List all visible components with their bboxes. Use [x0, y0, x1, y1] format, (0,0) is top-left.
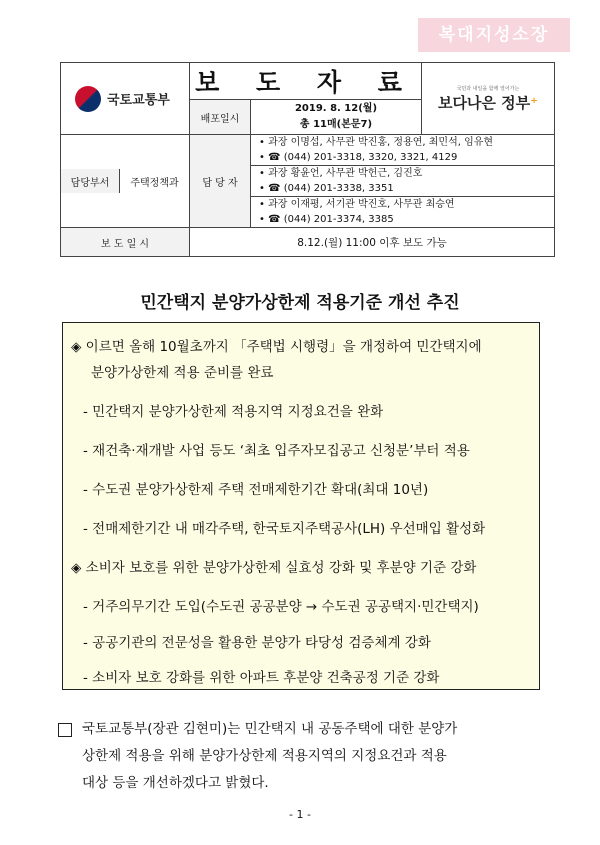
release-date: 2019. 8. 12(월) — [294, 103, 378, 114]
summary-item: - 수도권 분양가상한제 주택 전매제한기간 확대(최대 10년) — [83, 482, 429, 498]
release-pages: 총 11매(본문7) — [299, 119, 373, 130]
summary-box — [62, 322, 540, 690]
summary-item: - 소비자 보호 강화를 위한 아파트 후분양 건축공정 기준 강화 — [83, 670, 440, 686]
summary-line: 분양가상한제 적용 준비를 완료 — [91, 365, 274, 381]
summary-item: - 재건축·재개발 사업 등도 ‘최초 입주자모집공고 신청분’부터 적용 — [83, 443, 470, 459]
body-line: 국토교통부(장관 김현미)는 민간택지 내 공동주택에 대한 분양가 — [82, 721, 458, 737]
press-release-header-table — [60, 62, 555, 257]
government-logo-cell — [422, 63, 555, 135]
checkbox-square-icon — [58, 723, 72, 737]
press-value: 8.12.(월) 11:00 이후 보도 가능 — [190, 228, 555, 257]
phone-line: • ☎ (044) 201-3338, 3351 — [259, 183, 394, 194]
watermark-stamp: 복대지성소장 — [418, 18, 570, 52]
page-number: - 1 - — [289, 808, 311, 821]
summary-item: - 전매제한기간 내 매각주택, 한국토지주택공사(LH) 우선매입 활성화 — [83, 521, 486, 537]
summary-item: - 공공기관의 전문성을 활용한 분양가 타당성 검증체계 강화 — [83, 635, 431, 651]
release-date-cell — [251, 100, 422, 135]
summary-item: - 민간택지 분양가상한제 적용지역 지정요건을 완화 — [83, 404, 384, 420]
manager-line: • 과장 이명섭, 사무관 박진홍, 정용연, 최민석, 임유현 — [259, 137, 494, 148]
summary-line: ◈ 이르면 올해 10월초까지 「주택법 시행령」을 개정하여 민간택지에 — [71, 339, 482, 355]
manager-line: • 과장 황윤언, 사무관 박헌근, 김진호 — [259, 168, 423, 179]
body-line: 상한제 적용을 위해 분양가상한제 적용지역의 지정요건과 적용 — [82, 748, 447, 764]
summary-item: - 거주의무기간 도입(수도권 공공분양 → 수도권 공공택지·민간택지) — [83, 599, 479, 615]
contact-label: 담 당 자 — [190, 135, 251, 228]
document-title: 보 도 자 료 — [190, 63, 422, 100]
dept-contact-2 — [251, 197, 555, 228]
dept-group-cell — [61, 135, 190, 228]
headline: 민간택지 분양가상한제 적용기준 개선 추진 — [140, 293, 460, 313]
gov-slogan-main: 보다나은 정부 — [437, 93, 531, 112]
summary-line: ◈ 소비자 보호를 위한 분양가상한제 실효성 강화 및 후분양 기준 강화 — [71, 560, 477, 576]
release-label: 배포일시 — [190, 100, 251, 135]
body-line: 대상 등을 개선하겠다고 밝혔다. — [82, 775, 269, 791]
body-paragraph — [58, 716, 558, 797]
gov-slogan-small: 국민과 내일을 함께 열어가는 — [456, 85, 520, 92]
ministry-name: 국토교통부 — [107, 93, 170, 108]
ministry-logo-cell — [61, 63, 190, 135]
phone-line: • ☎ (044) 201-3374, 3385 — [259, 214, 394, 225]
taegeuk-emblem-icon — [75, 86, 101, 112]
dept-contact-1 — [251, 166, 555, 197]
plus-icon: ⁺ — [530, 93, 539, 112]
press-label: 보 도 일 시 — [61, 228, 190, 257]
dept-name-0: 주택정책과 — [130, 177, 179, 189]
phone-line: • ☎ (044) 201-3318, 3320, 3321, 4129 — [259, 152, 458, 163]
dept-contact-0 — [251, 135, 555, 166]
dept-label: 담당부서 — [61, 169, 120, 193]
manager-line: • 과장 이재평, 서기관 박진호, 사무관 최승연 — [259, 199, 455, 210]
